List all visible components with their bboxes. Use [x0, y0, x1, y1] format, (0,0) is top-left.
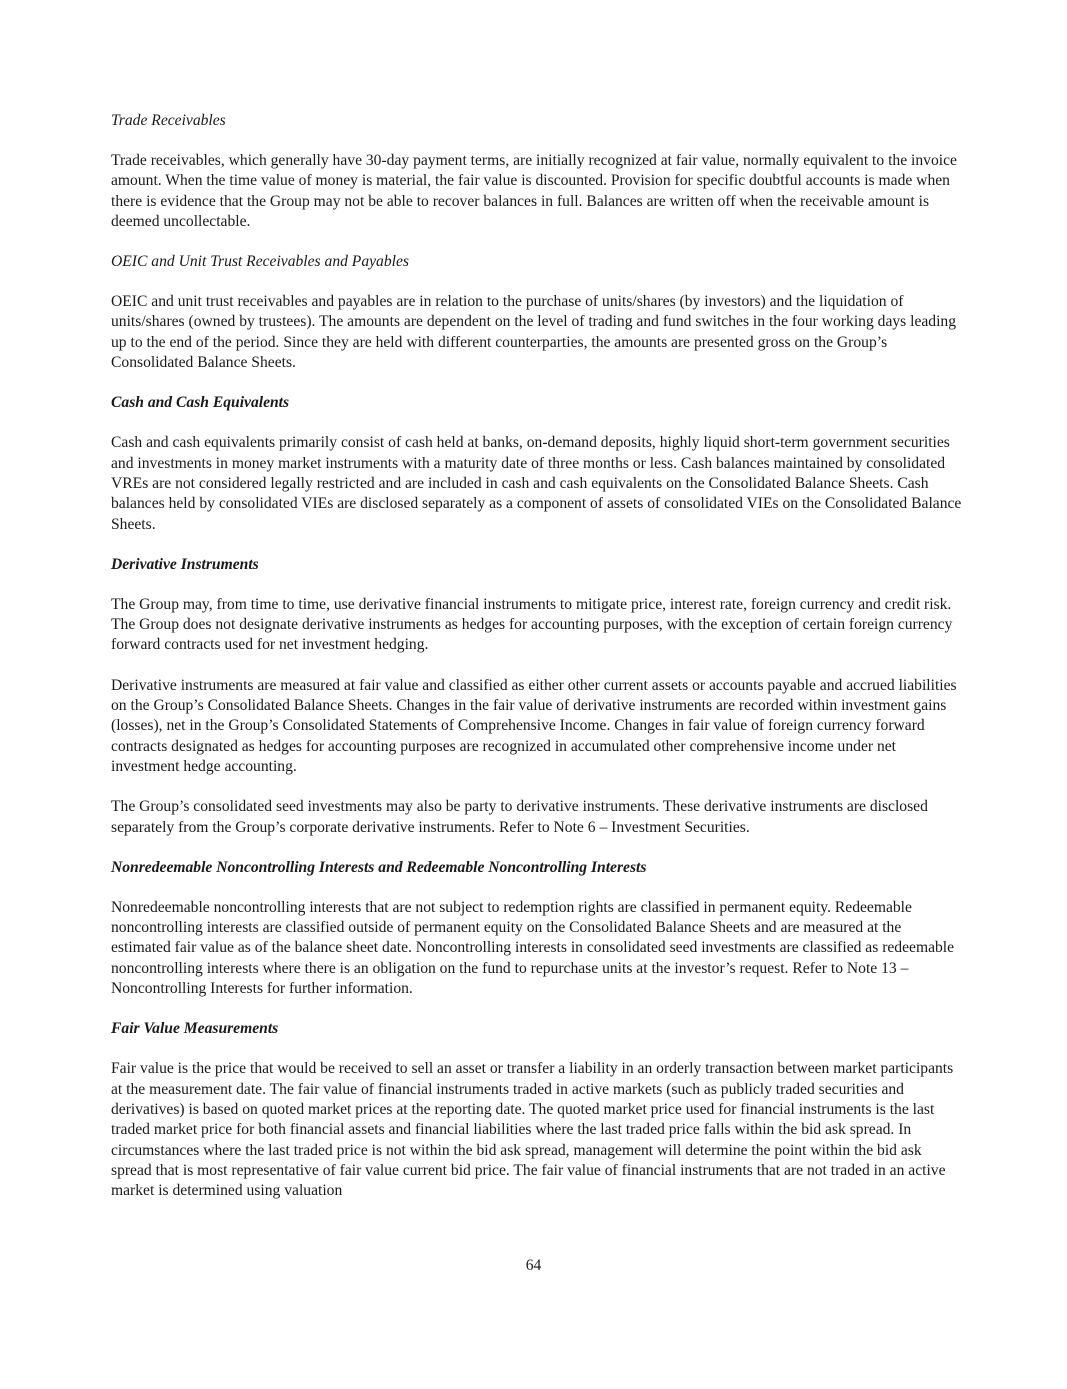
- section-heading: Fair Value Measurements: [111, 1020, 279, 1038]
- paragraph: Fair value is the price that would be received to sell an asset or transfer a liability in an orderly transaction between market participants at the measurement date. The fair value of financial instruments traded in active markets (such as publicly traded securities and derivatives) is based on quoted market prices at the reporting date. The quoted market price used for financial instruments is the last traded market price for both financial assets and financial liabilities where the last traded price falls within the bid ask spread. In circumstances where the last traded price is not within the bid ask spread, management will determine the point within the bid ask spread that is most representative of fair value current bid price. The fair value of financial instruments that are not traded in an active market is determined using valuation: [111, 1060, 954, 1200]
- paragraph: The Group’s consolidated seed investments may also be party to derivative instruments. These derivative instruments are disclosed separately from the Group’s corporate derivative instruments. Refer to Note 6 – Investment Securities.: [111, 798, 928, 836]
- paragraph: Derivative instruments are measured at fair value and classified as either other current assets or accounts payable and accrued liabilities on the Group’s Consolidated Balance Sheets. Changes in the fair value of derivative instruments are recorded within investment gains (losses), net in the Group’s Consolidated Statements of Comprehensive Income. Changes in fair value of foreign currency forward contracts designated as hedges for accounting purposes are recognized in accumulated other comprehensive income under net investment hedge accounting.: [111, 676, 957, 775]
- paragraph: Nonredeemable noncontrolling interests that are not subject to redemption rights are classified in permanent equity. Redeemable noncontrolling interests are classified outside of permanent equity on the Consolidated Balance Sheets and are measured at the estimated fair value as of the balance sheet date. Noncontrolling interests in consolidated seed investments are classified as redeemable noncontrolling interests where there is an obligation on the fund to repurchase units at the investor’s request. Refer to Note 13 – Noncontrolling Interests for further information.: [111, 898, 955, 998]
- document-body: [111, 111, 963, 1221]
- section-derivative-instruments: [111, 555, 963, 838]
- section-noncontrolling-interests: [111, 858, 963, 999]
- section-fair-value-measurements: [111, 1019, 963, 1201]
- section-trade-receivables: [111, 111, 963, 232]
- section-heading: Cash and Cash Equivalents: [111, 394, 290, 412]
- section-heading: OEIC and Unit Trust Receivables and Payables: [111, 253, 409, 271]
- section-cash-equivalents: [111, 393, 963, 534]
- paragraph: The Group may, from time to time, use derivative financial instruments to mitigate price, interest rate, foreign currency and credit risk. The Group does not designate derivative instruments as hedges for accounting purposes, with the exception of certain foreign currency forward contracts used for net investment hedging.: [111, 595, 953, 654]
- paragraph: Cash and cash equivalents primarily consist of cash held at banks, on-demand deposits, highly liquid short-term government securities and investments in money market instruments with a maturity date of three months or less. Cash balances maintained by consolidated VREs are not considered legally restricted and are included in cash and cash equivalents on the Consolidated Balance Sheets. Cash balances held by consolidated VIEs are disclosed separately as a component of assets of consolidated VIEs on the Consolidated Balance Sheets.: [111, 434, 962, 533]
- section-heading: Trade Receivables: [111, 112, 226, 129]
- paragraph: Trade receivables, which generally have 30-day payment terms, are initially recognized at fair value, normally equivalent to the invoice amount. When the time value of money is material, the fair value is discounted. Provision for specific doubtful accounts is made when there is evidence that the Group may not be able to recover balances in full. Balances are written off when the receivable amount is deemed uncollectable.: [111, 152, 957, 230]
- section-oeic-unit-trust: [111, 252, 963, 373]
- page-number: 64: [525, 1257, 542, 1274]
- section-heading: Derivative Instruments: [111, 555, 259, 573]
- paragraph: OEIC and unit trust receivables and payables are in relation to the purchase of units/shares (by investors) and the liquidation of units/shares (owned by trustees). The amounts are dependent on the level of trading and fund switches in the four working days leading up to the end of the period. Since they are held with different counterparties, the amounts are presented gross on the Group’s Consolidated Balance Sheets.: [111, 293, 957, 372]
- section-heading: Nonredeemable Noncontrolling Interests and Redeemable Noncontrolling Interests: [111, 858, 647, 876]
